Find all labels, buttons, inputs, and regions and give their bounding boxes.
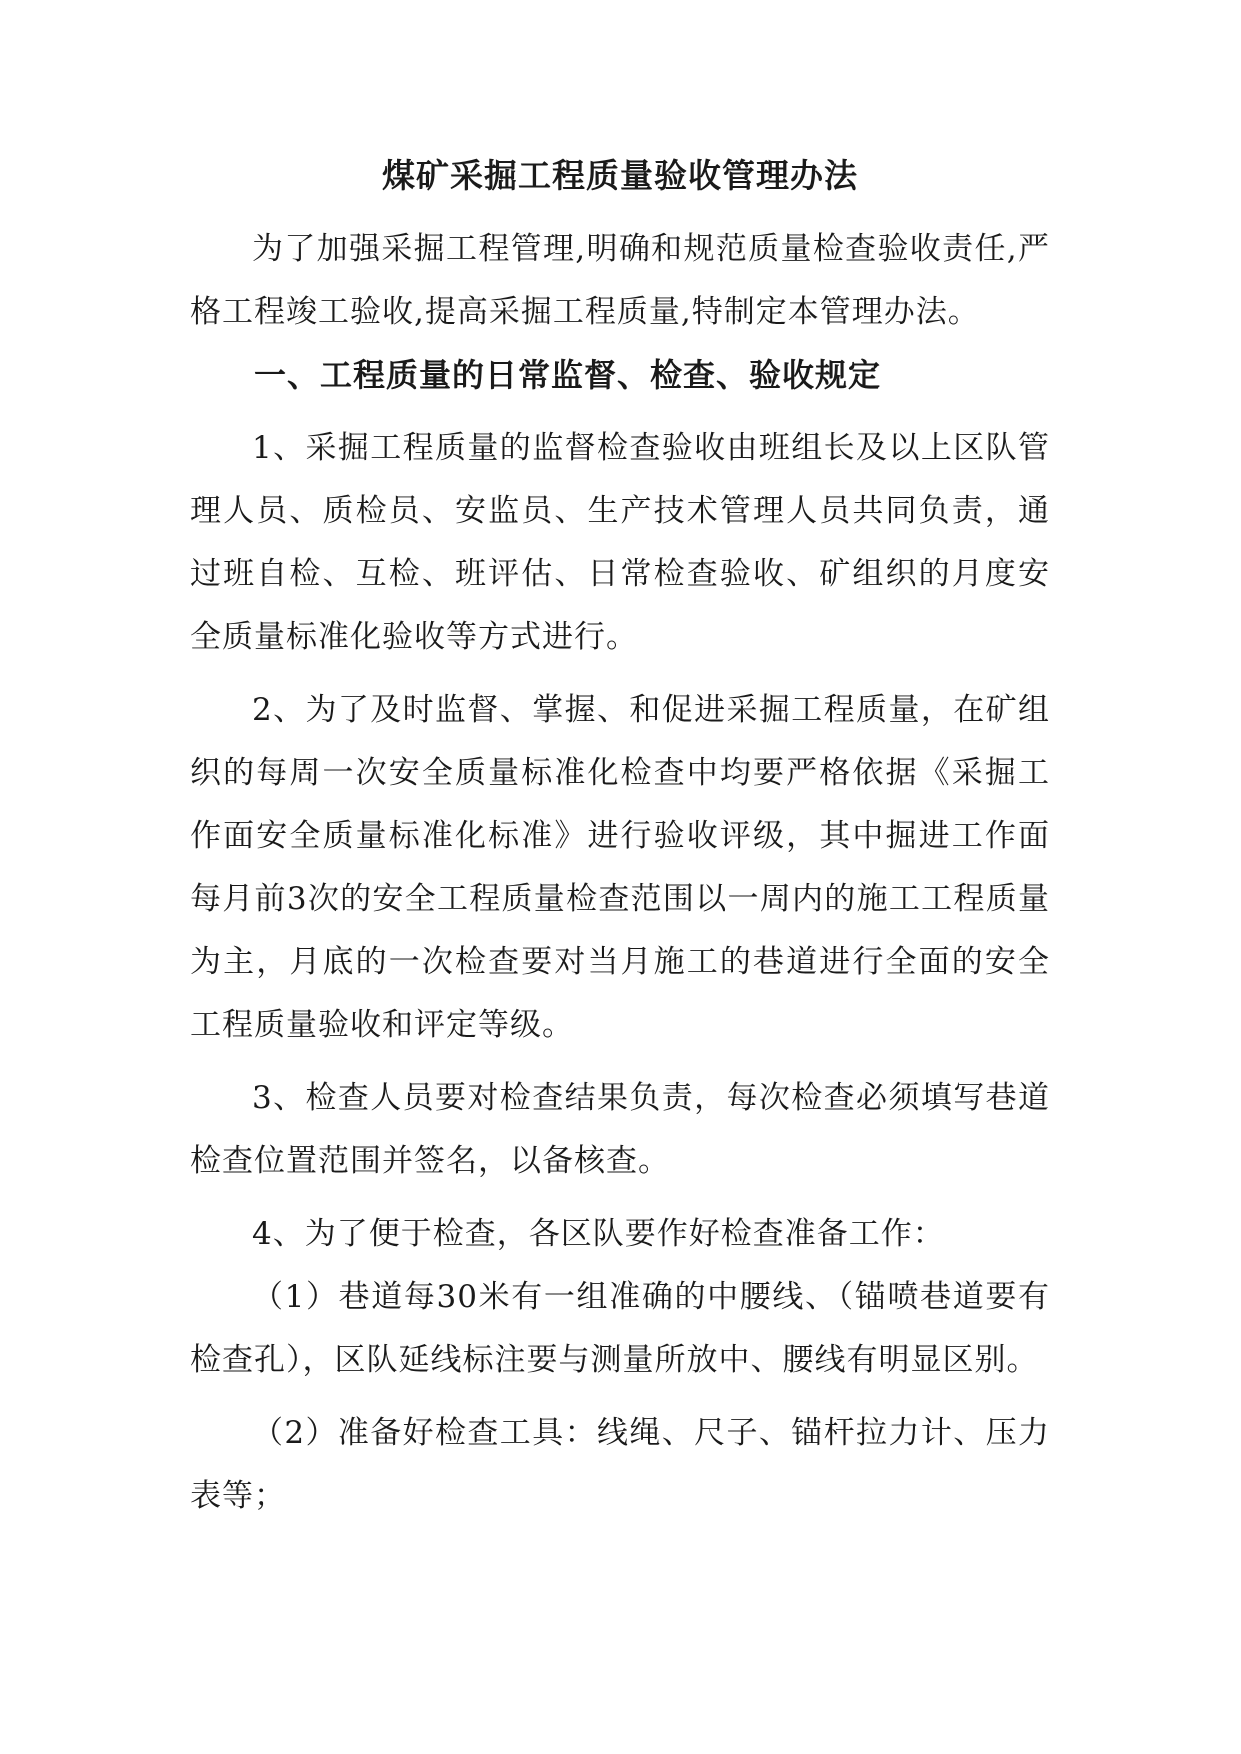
item-paragraph-1: 1、采掘工程质量的监督检查验收由班组长及以上区队管理人员、质检员、安监员、生产技术管理人员共同负责，通过班自检、互检、班评估、日常检查验收、矿组织的月度安全质量标准化验收等方式进行。: [190, 430, 1050, 655]
section-heading: 一、工程质量的日常监督、检查、验收规定: [254, 356, 882, 394]
item-paragraph-4: 4、为了便于检查，各区队要作好检查准备工作：: [252, 1216, 945, 1252]
intro-paragraph: 为了加强采掘工程管理,明确和规范质量检查验收责任,严格工程竣工验收,提高采掘工程质量,特制定本管理办法。: [190, 231, 1050, 330]
item-paragraph-2: 2、为了及时监督、掌握、和促进采掘工程质量，在矿组织的每周一次安全质量标准化检查中均要严格依据《采掘工作面安全质量标准化标准》进行验收评级，其中掘进工作面每月前3次的安全工程质量检查范围以一周内的施工工程质量为主，月底的一次检查要对当月施工的巷道进行全面的安全工程质量验收和评定等级。: [190, 692, 1050, 1043]
item-paragraph-3: 3、检查人员要对检查结果负责，每次检查必须填写巷道检查位置范围并签名，以备核查。: [190, 1080, 1050, 1179]
document-title: 煤矿采掘工程质量验收管理办法: [382, 156, 858, 195]
document-body: [190, 152, 1050, 1528]
sub-item-paragraph-2: （2）准备好检查工具：线绳、尺子、锚杆拉力计、压力表等；: [190, 1415, 1050, 1514]
sub-item-paragraph-1: （1）巷道每30米有一组准确的中腰线、（锚喷巷道要有检查孔），区队延线标注要与测量所放中、腰线有明显区别。: [190, 1279, 1050, 1378]
